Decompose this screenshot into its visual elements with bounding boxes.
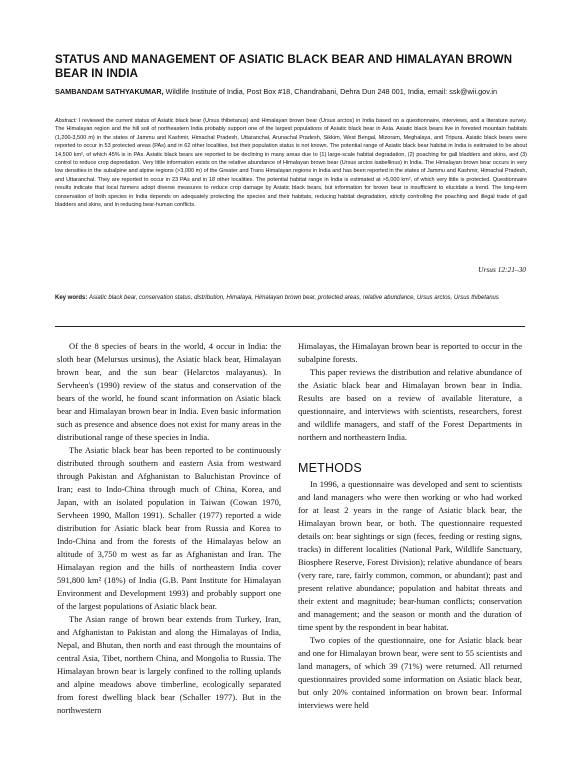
keywords-text: Asiatic black bear, conservation status, distribution, Himalaya, Himalayan brown bear, protected areas, relative abundance, Ursus arctos, Ursus thibetanus [89,295,499,301]
right-column [298,340,522,712]
section-divider [55,326,525,327]
methods-paragraph-1: In 1996, a questionnaire was developed and sent to scientists and land managers who were then working or who had worked for at least 2 years in the range of Asiatic black bear, the Himalayan brown bear, or both. The questionnaire requested details on: bear sightings or sign (feces, feeding or resting signs, tracks) in different localities (National Park, Wildlife Sanctuary, Biosphere Reserve, Forest Division); relative abundance of bears (very rare, rare, fairly common, common, or abundant); past and present relative abundance; population and habitat threats and their extent and magnitude; bear-human conflicts; conservation and management; and the season or month and the duration of time spent by the respondent in bear habitat. [298,479,522,632]
intro-paragraph-4: This paper reviews the distribution and relative abundance of the Asiatic black bear and Himalayan brown bear in India. Results are based on a review of available literature, a questionnaire, and interviews with scientists, researchers, forest and wildlife managers, and staff of the Forest Departments in northern and northeastern India. [298,367,522,442]
journal-citation: Ursus 12:21–30 [478,265,526,274]
abstract-label: Abstract: [55,118,77,124]
author-affiliation: Wildlife Institute of India, Post Box #18, Chandrabani, Dehra Dun 248 001, India, email: ssk@wii.gov.in [165,87,498,96]
paper-title: STATUS AND MANAGEMENT OF ASIATIC BLACK BEAR AND HIMALAYAN BROWN BEAR IN INDIA [55,54,513,80]
methods-heading: METHODS [298,461,362,475]
author-name: SAMBANDAM SATHYAKUMAR, [55,87,164,96]
intro-paragraph-2: The Asiatic black bear has been reported to be continuously distributed through southern and eastern Asia from westward through Pakistan and Afghanistan to Baluchistan Province of Iran; east to Indo-China through much of China, Korea, and Japan, with an isolated population in Taiwan (Cowan 1970, Servheen 1990, Mallon 1991). Schaller (1977) reported a wide distribution for Asiatic black bear from Russia and Korea to Indo-China and from the forests of the Himalayas below an altitude of 3,750 m west as far as Afghanistan and Iran. The Himalayan region and the hills of northeastern India cover 591,800 km² (18%) of India (G.B. Pant Institute for Himalayan Environment and Development 1993) and probably support one of the largest populations of Asiatic black bear. [57,445,281,611]
keywords-label: Key words: [55,295,88,301]
intro-paragraph-3: The Asian range of brown bear extends from Turkey, Iran, and Afghanistan to Pakistan and along the Himalayas of India, Nepal, and Bhutan, then north and east through the mountains of central Asia, Tibet, northern China, and Mongolia to Russia. The Himalayan brown bear is largely confined to the rolling uplands and alpine meadows above timberline, ecologically separated from forest dwelling black bear (Schaller 1977). But in the northwestern [57,614,281,715]
methods-paragraph-2: Two copies of the questionnaire, one for Asiatic black bear and one for Himalayan brown bear, were sent to 55 scientists and land managers, of which 39 (71%) were returned. All returned questionnaires provided some information on Asiatic black bear, but only 20% contained information on brown bear. Informal interviews were held [298,635,522,710]
intro-paragraph-1: Of the 8 species of bears in the world, 4 occur in India: the sloth bear (Melursus ursinus), the Asiatic black bear, Himalayan brown bear, and the sun bear (Helarctos malayanus). In Servheen's (1990) review of the status and conservation of the bears of the world, he found scant information on Asiatic black bear and Himalayan brown bear in India. Even basic information such as presence and absence does not exist for many areas in the distributional range of these species in India. [57,341,281,442]
keywords [55,294,527,303]
intro-paragraph-3-continued: Himalayas, the Himalayan brown bear is reported to occur in the subalpine forests. [298,341,522,364]
abstract [55,117,527,209]
abstract-text: I reviewed the current status of Asiatic black bear (Ursus thibetanus) and Himalayan brown bear (Ursus arctos) in India based on a questionnaire, interviews, and a literature survey. The Himalayan region and the hill soil of northeastern India probably support one of the largest populations of Asiatic black bear in Asia. Asiatic black bears live in forested mountain habitats (1,200-3,500 m) in the states of Jammu and Kashmir, Himachal Pradesh, Uttaranchal, Arunachal Pradesh, Sikkim, West Bengal, Mizoram, Meghalaya, and Tripura. Asiatic black bears were reported to occur in 53 protected areas (PAs) and in 62 other localities, but their population status is not known. The potential range of Asiatic black bear habitat in India is estimated to be about 14,500 km², of which 45% is in PAs. Asiatic black bears are reported to be declining in many areas due to (1) large-scale habitat degradation, (2) poaching for gall bladders and skins, and (3) control to reduce crop depredation. Very little information exists on the relative abundance of Himalayan brown bear (Ursus arctos isabellinus) in India. The Himalayan brown bear occurs in very low densities in the subalpine and alpine regions (>3,000 m) of the Greater and Trans Himalayan regions in India and has been reported in the states of Jammu and Kashmir, Himachal Pradesh, and Uttaranchal. They are reported to occur in 23 PAs and in 18 other localities. The potential habitat range in India is estimated at >5,000 km², of which very little is protected. Questionnaire results indicate that local farmers adopt diverse measures to reduce crop damage by Asiatic black bears, but information for brown bear is insufficient to elucidate a trend. The long-term conservation of both species in India depends on adequately protecting the species and their habitats, reducing habitat degradation, strictly controlling the poaching and illegal trade of gall bladders and skins, and in reducing bear-human conflicts. [55,118,527,209]
author-line [55,87,525,97]
left-column [57,340,281,717]
